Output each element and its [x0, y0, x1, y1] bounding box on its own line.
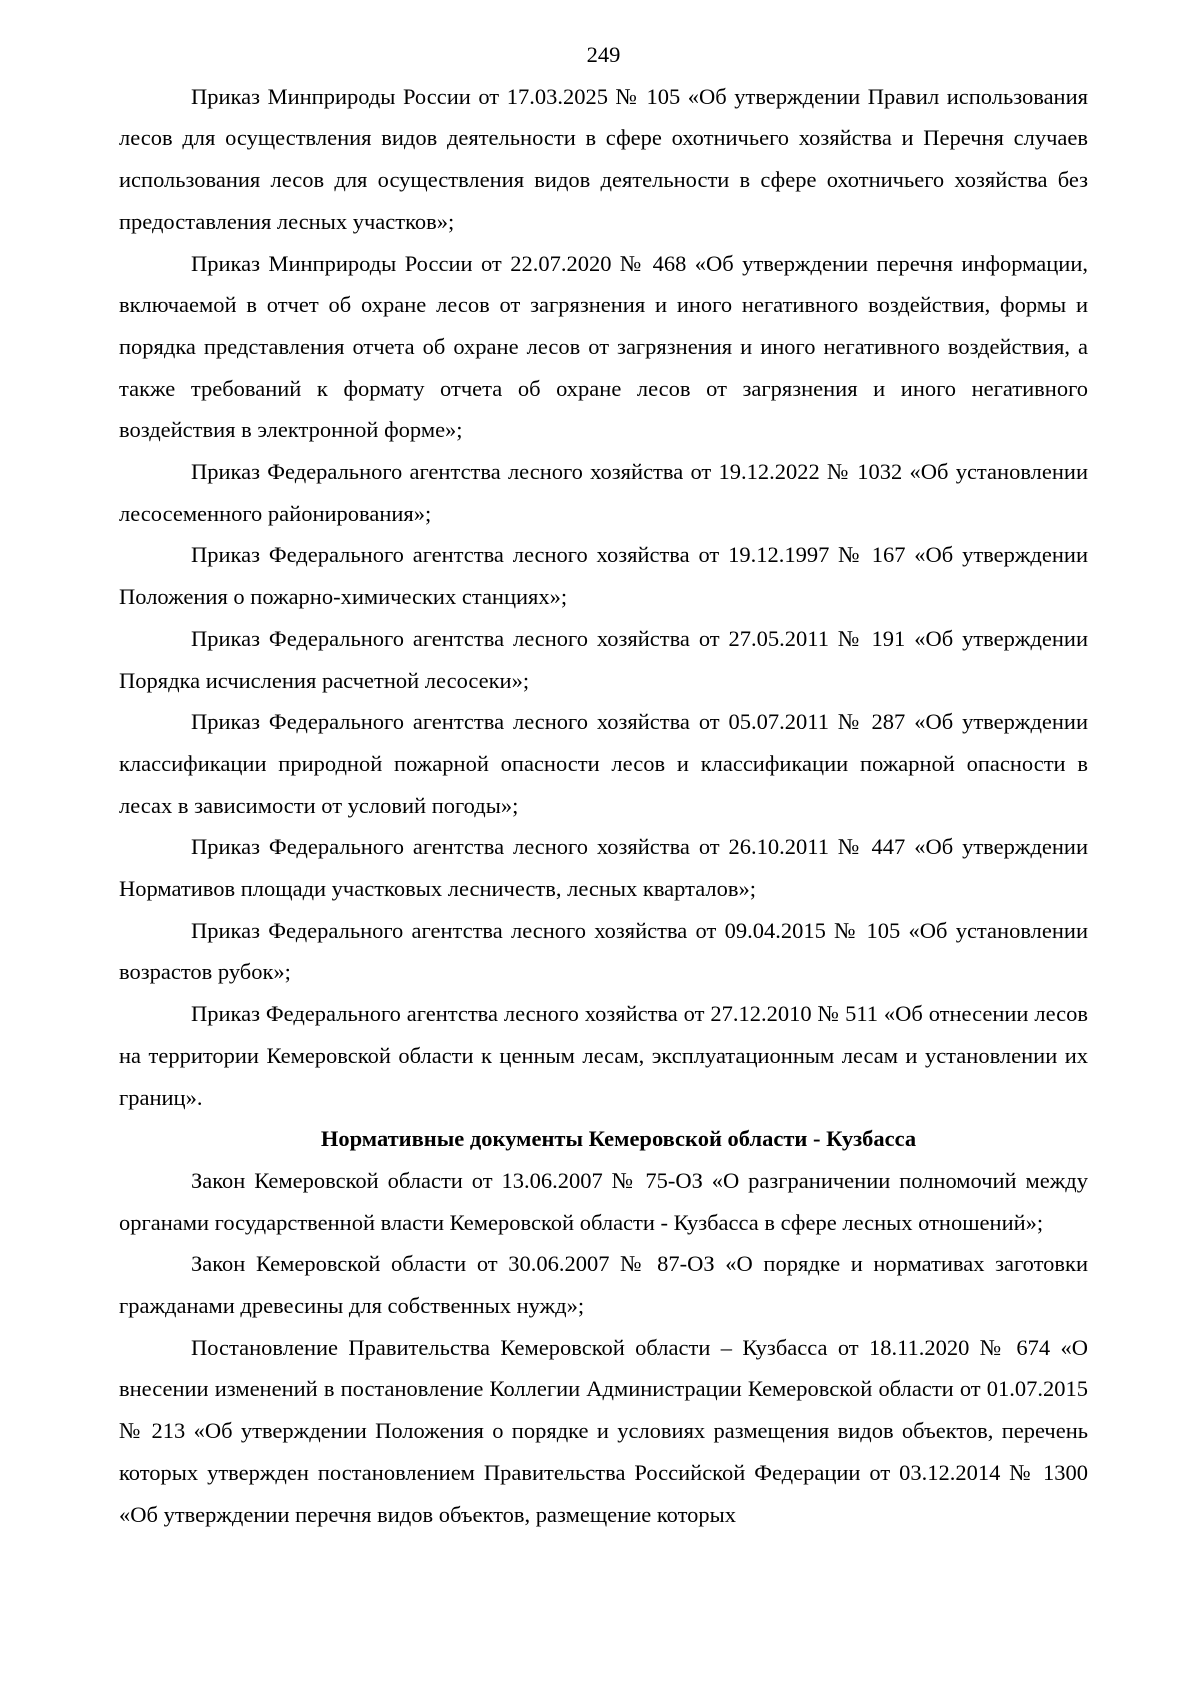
paragraph-order-minprirody-105: Приказ Минприроды России от 17.03.2025 № 105 «Об утверждении Правил использования лесов для осуществления видов деятельности в сфере охотничьего хозяйства и Перечня случаев использования лесов для осуществления видов деятельности в сфере охотничьего хозяйства без предоставления лесных участков»;	[119, 83, 1088, 234]
section-heading: Нормативные документы Кемеровской области - Кузбасса	[320, 1126, 917, 1152]
page-number: 249	[586, 42, 621, 67]
paragraph-order-rosleshoz-447: Приказ Федерального агентства лесного хозяйства от 26.10.2011 № 447 «Об утверждении Нормативов площади участковых лесничеств, лесных кварталов»;	[119, 834, 1088, 902]
paragraph-order-rosleshoz-105: Приказ Федерального агентства лесного хозяйства от 09.04.2015 № 105 «Об установлении возрастов рубок»;	[119, 917, 1088, 985]
paragraph-order-rosleshoz-511: Приказ Федерального агентства лесного хозяйства от 27.12.2010 № 511 «Об отнесении лесов на территории Кемеровской области к ценным лесам, эксплуатационным лесам и установлении их границ».	[119, 1001, 1088, 1110]
paragraph-law-75-oz: Закон Кемеровской области от 13.06.2007 № 75-ОЗ «О разграничении полномочий между органами государственной власти Кемеровской области - Кузбасса в сфере лесных отношений»;	[119, 1167, 1088, 1235]
paragraph-order-rosleshoz-167: Приказ Федерального агентства лесного хозяйства от 19.12.1997 № 167 «Об утверждении Положения о пожарно-химических станциях»;	[119, 542, 1088, 610]
paragraph-order-rosleshoz-1032: Приказ Федерального агентства лесного хозяйства от 19.12.2022 № 1032 «Об установлении лесосеменного районирования»;	[119, 459, 1088, 526]
paragraph-order-rosleshoz-191: Приказ Федерального агентства лесного хозяйства от 27.05.2011 № 191 «Об утверждении Порядка исчисления расчетной лесосеки»;	[119, 625, 1088, 693]
paragraph-order-minprirody-468: Приказ Минприроды России от 22.07.2020 № 468 «Об утверждении перечня информации, включаемой в отчет об охране лесов от загрязнения и иного негативного воздействия, формы и порядка представления отчета об охране лесов от загрязнения и иного негативного воздействия, а также требований к формату отчета об охране лесов от загрязнения и иного негативного воздействия в электронной форме»;	[119, 250, 1088, 443]
paragraph-order-rosleshoz-287: Приказ Федерального агентства лесного хозяйства от 05.07.2011 № 287 «Об утверждении классификации природной пожарной опасности лесов и классификации пожарной опасности в лесах в зависимости от условий погоды»;	[119, 709, 1088, 818]
paragraph-resolution-674: Постановление Правительства Кемеровской области – Кузбасса от 18.11.2020 № 674 «О внесении изменений в постановление Коллегии Администрации Кемеровской области от 01.07.2015 № 213 «Об утверждении Положения о порядке и условиях размещения видов объектов, перечень которых утвержден постановлением Правительства Российской Федерации от 03.12.2014 № 1300 «Об утверждении перечня видов объектов, размещение которых	[119, 1334, 1088, 1527]
paragraph-law-87-oz: Закон Кемеровской области от 30.06.2007 № 87-ОЗ «О порядке и нормативах заготовки гражданами древесины для собственных нужд»;	[119, 1251, 1088, 1319]
document-page	[119, 34, 1088, 1535]
